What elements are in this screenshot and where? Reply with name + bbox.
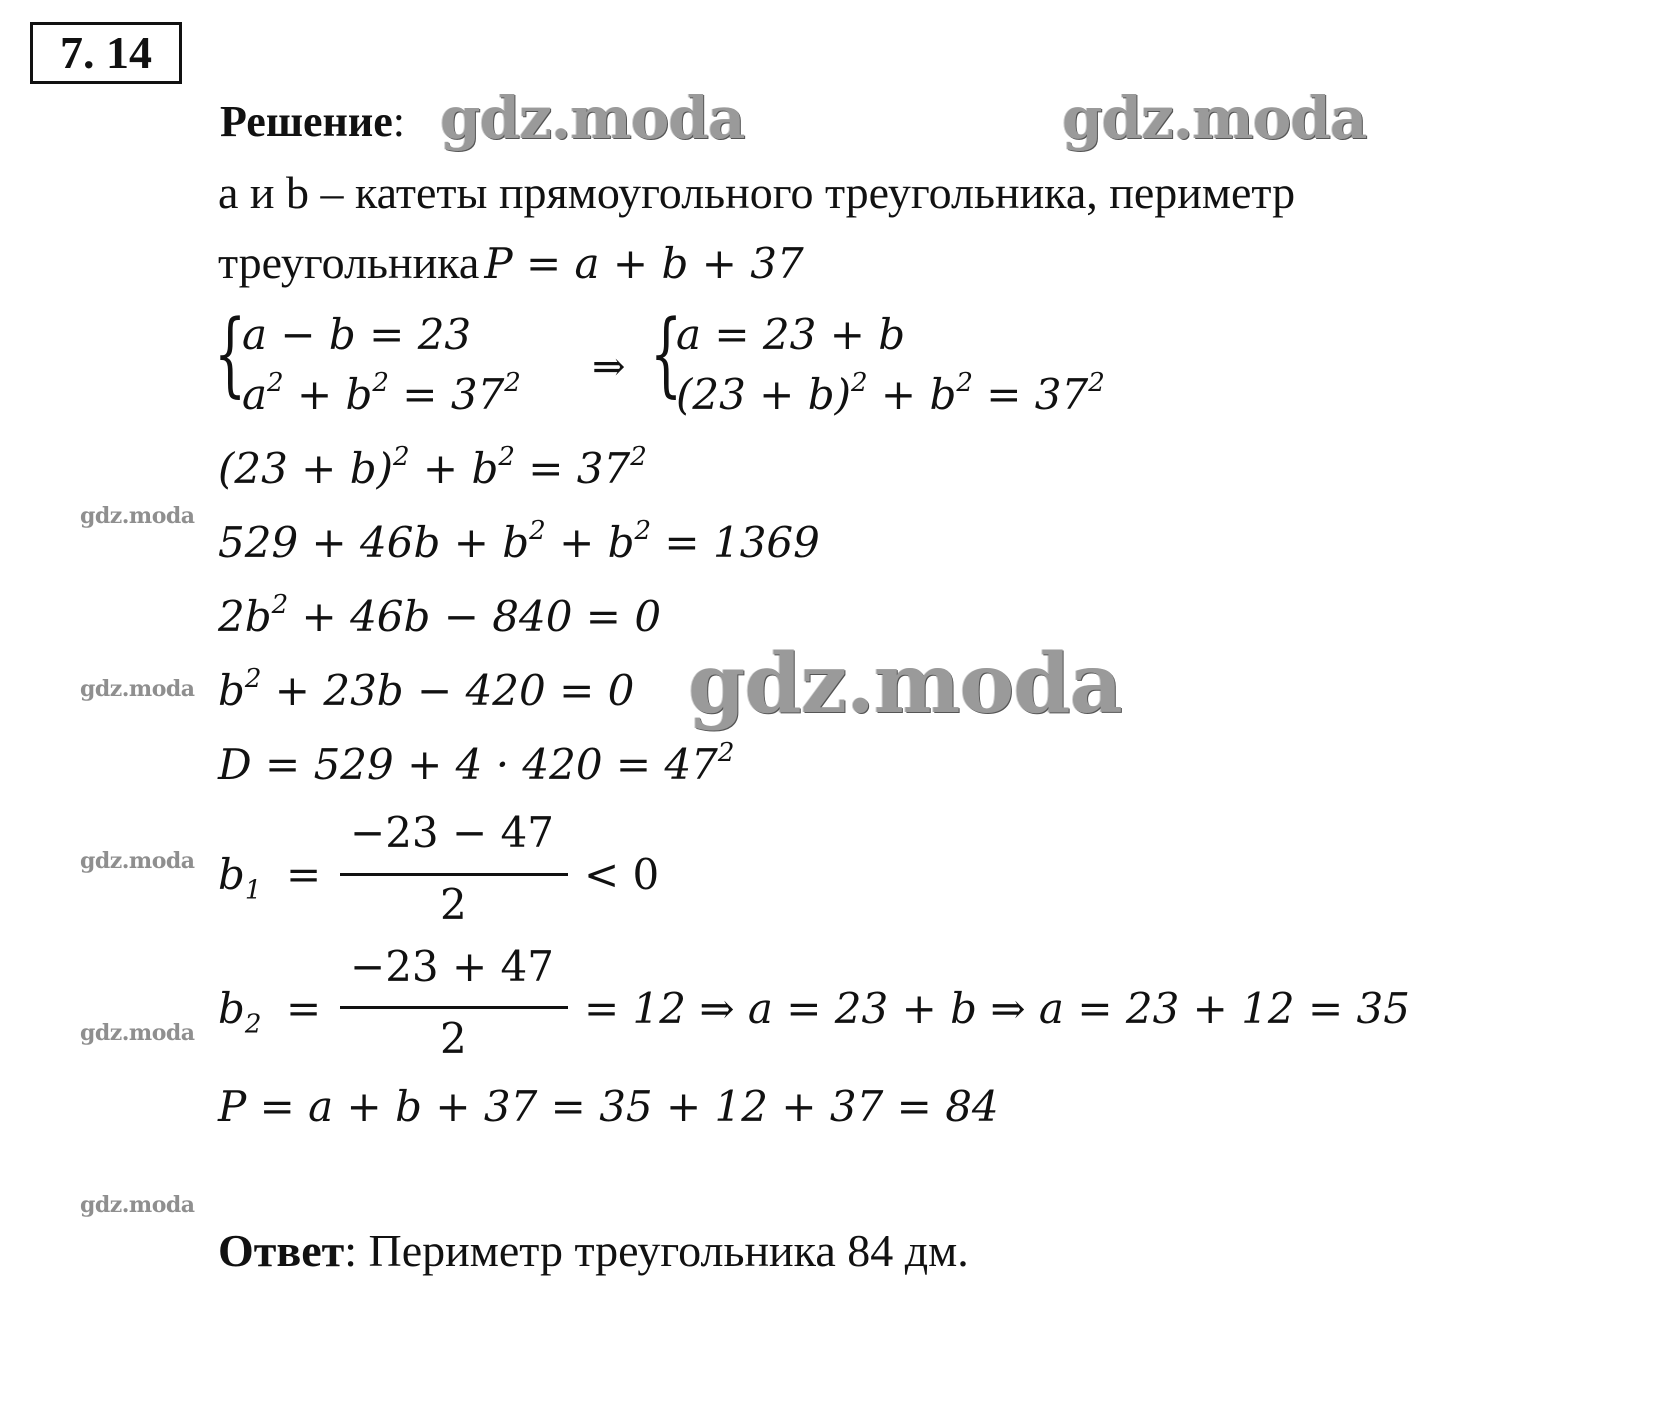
- answer-text: : Периметр треугольника 84 дм.: [344, 1225, 969, 1276]
- s3-b: + 46b − 840 = 0: [288, 592, 662, 641]
- root-b1-eq: =: [286, 850, 322, 899]
- step-2: [218, 518, 820, 567]
- problem-number: 7. 14: [30, 22, 182, 84]
- root-b1-lhs: [218, 850, 262, 906]
- exp: 2: [504, 368, 521, 399]
- watermark-side-3: gdz.moda: [80, 848, 195, 874]
- s2-b: + b: [545, 518, 635, 567]
- exp: 2: [956, 368, 973, 399]
- watermark-top-right: gdz.moda: [1062, 84, 1367, 152]
- s1-c: = 37: [514, 444, 631, 493]
- s1e2-b: + b: [283, 370, 373, 419]
- exp: 2: [529, 516, 546, 547]
- watermark-side-4: gdz.moda: [80, 1020, 195, 1046]
- exp: 2: [271, 590, 289, 621]
- exp: 2: [634, 516, 652, 547]
- s5-a: D = 529 + 4 · 420 = 47: [218, 740, 718, 789]
- system2-eq2: [676, 370, 1105, 419]
- exp: 2: [393, 442, 410, 473]
- root-b1-fraction-bar: [340, 873, 568, 876]
- heading-colon: :: [392, 97, 405, 146]
- s4-a: b: [218, 666, 245, 715]
- answer-line: [218, 1224, 969, 1277]
- exp: 2: [244, 664, 262, 695]
- s3-a: 2b: [218, 592, 272, 641]
- s2e2-c: = 37: [972, 370, 1089, 419]
- step-5-discriminant: [218, 740, 734, 789]
- step-4: [218, 666, 634, 715]
- root-b1-denominator: 2: [440, 880, 467, 929]
- perimeter-formula: P = a + b + 37: [484, 239, 804, 288]
- s1-b: + b: [409, 444, 499, 493]
- watermark-middle: gdz.moda: [688, 636, 1122, 732]
- s1-a: (23 + b): [218, 444, 393, 493]
- intro-line-1: a и b – катеты прямоугольного треугольника, периметр: [218, 167, 1296, 218]
- implies-arrow: ⇒: [592, 344, 626, 390]
- root-b2-denominator: 2: [440, 1014, 467, 1063]
- b1-var: b: [218, 850, 245, 899]
- system1-eq2: [242, 370, 521, 419]
- system2-eq1: a = 23 + b: [676, 310, 906, 359]
- b2-var: b: [218, 984, 245, 1033]
- exp: 2: [851, 368, 868, 399]
- intro-line-2-text: треугольника: [218, 237, 480, 288]
- exp: 2: [717, 738, 735, 769]
- exp: 2: [267, 368, 284, 399]
- system1-eq1: a − b = 23: [242, 310, 472, 359]
- root-b2-numerator: −23 + 47: [350, 942, 554, 991]
- watermark-top-left: gdz.moda: [440, 84, 745, 152]
- exp: 2: [372, 368, 389, 399]
- intro-line-2: [218, 236, 804, 289]
- s1e2-a: a: [242, 370, 268, 419]
- s2e2-b: + b: [867, 370, 957, 419]
- solution-label: Решение: [220, 97, 393, 146]
- watermark-side-2: gdz.moda: [80, 676, 195, 702]
- step-3: [218, 592, 661, 641]
- watermark-side-1: gdz.moda: [80, 503, 195, 529]
- step-1: [218, 444, 647, 493]
- root-b2-eq: =: [286, 984, 322, 1033]
- s2-a: 529 + 46b + b: [218, 518, 530, 567]
- root-b1-numerator: −23 − 47: [350, 808, 554, 857]
- b2-sub: 2: [244, 1009, 262, 1040]
- solution-heading: [220, 96, 405, 147]
- s1e2-c: = 37: [388, 370, 505, 419]
- left-brace-1: {: [214, 300, 247, 407]
- exp: 2: [630, 442, 647, 473]
- exp: 2: [1088, 368, 1105, 399]
- s2e2-a: (23 + b): [676, 370, 851, 419]
- perimeter-result: P = a + b + 37 = 35 + 12 + 37 = 84: [218, 1082, 999, 1131]
- root-b2-rest: = 12 ⇒ a = 23 + b ⇒ a = 23 + 12 = 35: [584, 984, 1410, 1033]
- exp: 2: [498, 442, 515, 473]
- s4-b: + 23b − 420 = 0: [261, 666, 635, 715]
- left-brace-2: {: [650, 300, 683, 407]
- answer-label: Ответ: [218, 1225, 345, 1276]
- root-b1-rest: < 0: [584, 850, 660, 899]
- s2-c: = 1369: [651, 518, 820, 567]
- root-b2-lhs: [218, 984, 262, 1040]
- b1-sub: 1: [244, 875, 262, 906]
- root-b2-fraction-bar: [340, 1006, 568, 1009]
- watermark-side-5: gdz.moda: [80, 1192, 195, 1218]
